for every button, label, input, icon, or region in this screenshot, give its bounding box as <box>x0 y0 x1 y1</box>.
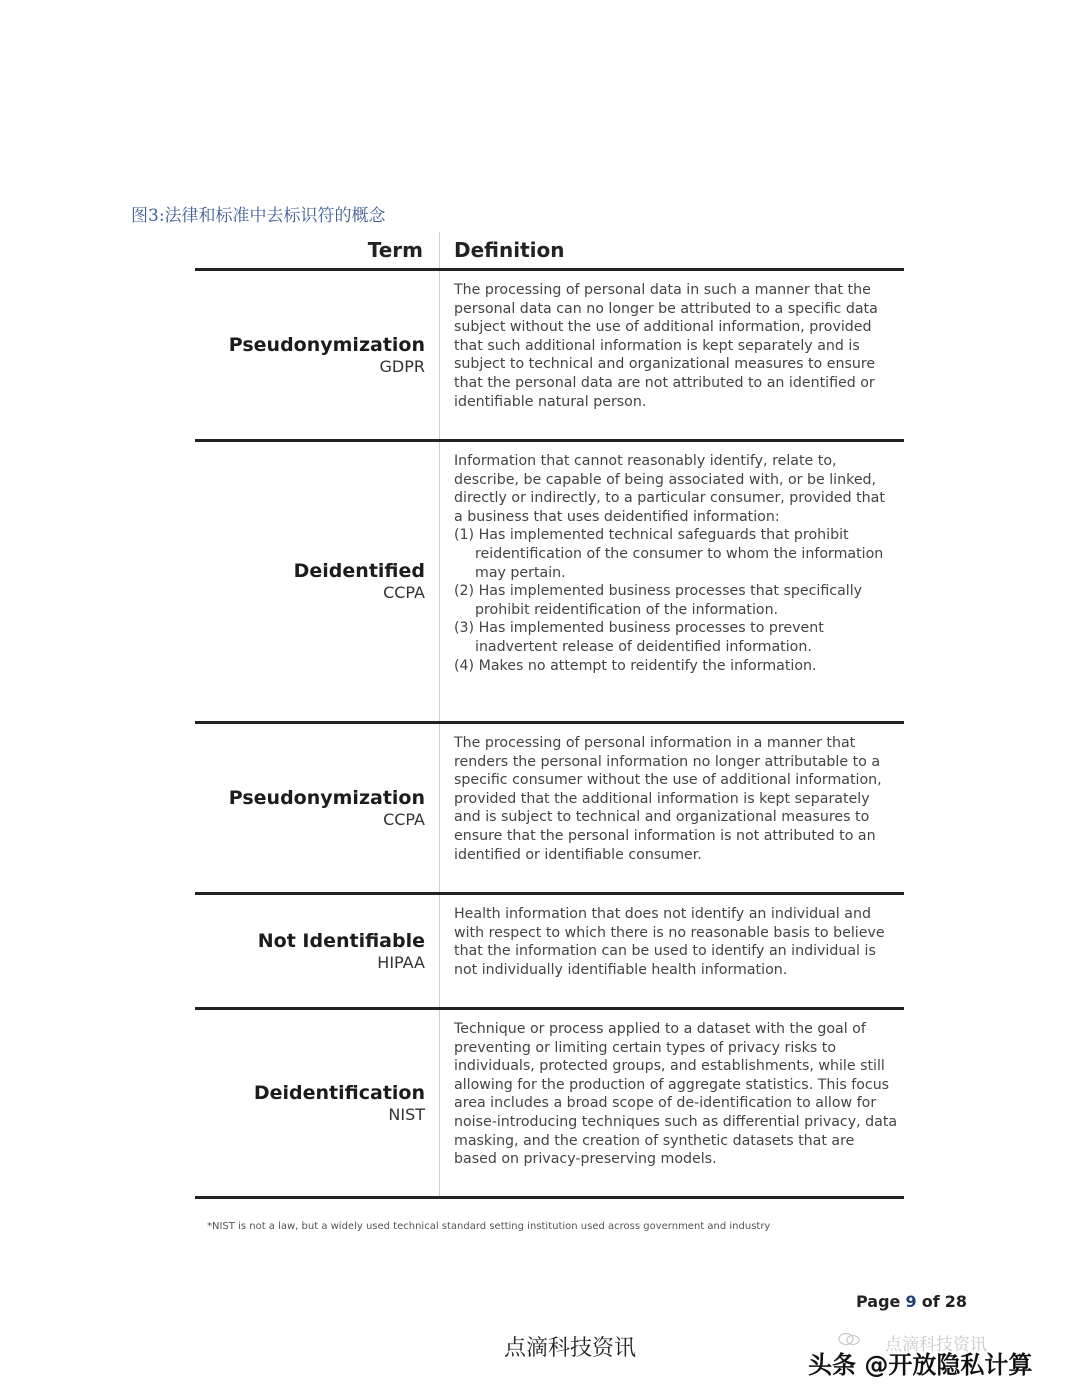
term-name: Not Identifiable <box>257 929 425 952</box>
footnote: *NIST is not a law, but a widely used technical standard setting institution used across government and industry <box>207 1221 771 1232</box>
table-row <box>195 724 904 895</box>
definition-text: Health information that does not identify an individual and with respect to which there is no reasonable basis to believe that the information can be used to identify an individual is not individually identifiable health information. <box>454 906 885 978</box>
term-cell <box>195 1010 440 1196</box>
term-source: GDPR <box>379 356 425 376</box>
term-source: CCPA <box>383 583 425 602</box>
definition-list-item: (1) Has implemented technical safeguards that prohibit reidentification of the consumer to whom the information may pertain. <box>454 527 884 581</box>
page-label: Page <box>856 1292 901 1311</box>
figure-caption: 图3:法律和标准中去标识符的概念 <box>131 206 386 226</box>
page-current: 9 <box>905 1292 917 1311</box>
definition-text: Information that cannot reasonably identify, relate to, describe, be capable of being associated with, or be linked, directly or indirectly, to a particular consumer, provided that a business that uses deidentified information: <box>454 453 885 525</box>
term-source: NIST <box>388 1104 425 1124</box>
definition-list-item: (4) Makes no attempt to reidentify the information. <box>454 657 817 674</box>
definition-list-item: (3) Has implemented business processes to prevent inadvertent release of deidentified information. <box>454 620 824 655</box>
term-name: Pseudonymization <box>228 333 425 356</box>
definition-text: Technique or process applied to a dataset with the goal of preventing or limiting certain types of privacy risks to individuals, protected groups, and establishments, while still allowing for the production of aggregate statistics. This focus area includes a broad scope of de-identification to allow for noise-introducing techniques such as differential privacy, data masking, and the creation of synthetic datasets that are based on privacy-preserving models. <box>454 1021 898 1168</box>
page-total: 28 <box>944 1292 968 1311</box>
table-row <box>195 271 904 442</box>
definition-text: The processing of personal data in such a manner that the personal data can no longer be attributed to a specific data subject without the use of additional information, provided that such additional information is kept separately and is subject to technical and organizational measures to ensure that the personal data are not attributed to an identified or identifiable natural person. <box>454 282 878 410</box>
faint-watermark: 点滴科技资讯 <box>885 1335 987 1355</box>
definition-cell <box>440 271 904 439</box>
source-text: 点滴科技资讯 <box>504 1336 637 1361</box>
toutiao-watermark: 头条 @开放隐私计算 <box>808 1351 1033 1379</box>
definition-cell <box>440 1010 904 1196</box>
term-cell <box>195 442 440 721</box>
table-row <box>195 895 904 1010</box>
header-definition: Definition <box>454 238 565 262</box>
definition-cell <box>440 895 904 1007</box>
page-number <box>856 1292 967 1311</box>
term-name: Pseudonymization <box>228 786 425 809</box>
term-name: Deidentified <box>293 560 425 582</box>
table-header <box>195 232 904 271</box>
definition-text: The processing of personal information in a manner that renders the personal information no longer attributable to a specific consumer without the use of additional information, provided that the additional information is kept separately and is subject to technical and organizational measures to ensure that the personal information is not attributed to an identified or identifiable consumer. <box>454 735 882 863</box>
definition-cell <box>440 442 904 721</box>
wechat-icon <box>838 1332 860 1346</box>
term-cell <box>195 895 440 1007</box>
term-source: CCPA <box>383 809 425 829</box>
header-term: Term <box>195 232 440 268</box>
page-of: of <box>921 1292 940 1311</box>
term-cell <box>195 724 440 892</box>
term-source: HIPAA <box>377 952 425 972</box>
definition-table <box>195 232 904 1199</box>
definition-cell <box>440 724 904 892</box>
table-row <box>195 442 904 724</box>
table-row <box>195 1010 904 1199</box>
term-cell <box>195 271 440 439</box>
definition-list-item: (2) Has implemented business processes that specifically prohibit reidentification of the information. <box>454 583 863 618</box>
term-name: Deidentification <box>253 1081 425 1104</box>
